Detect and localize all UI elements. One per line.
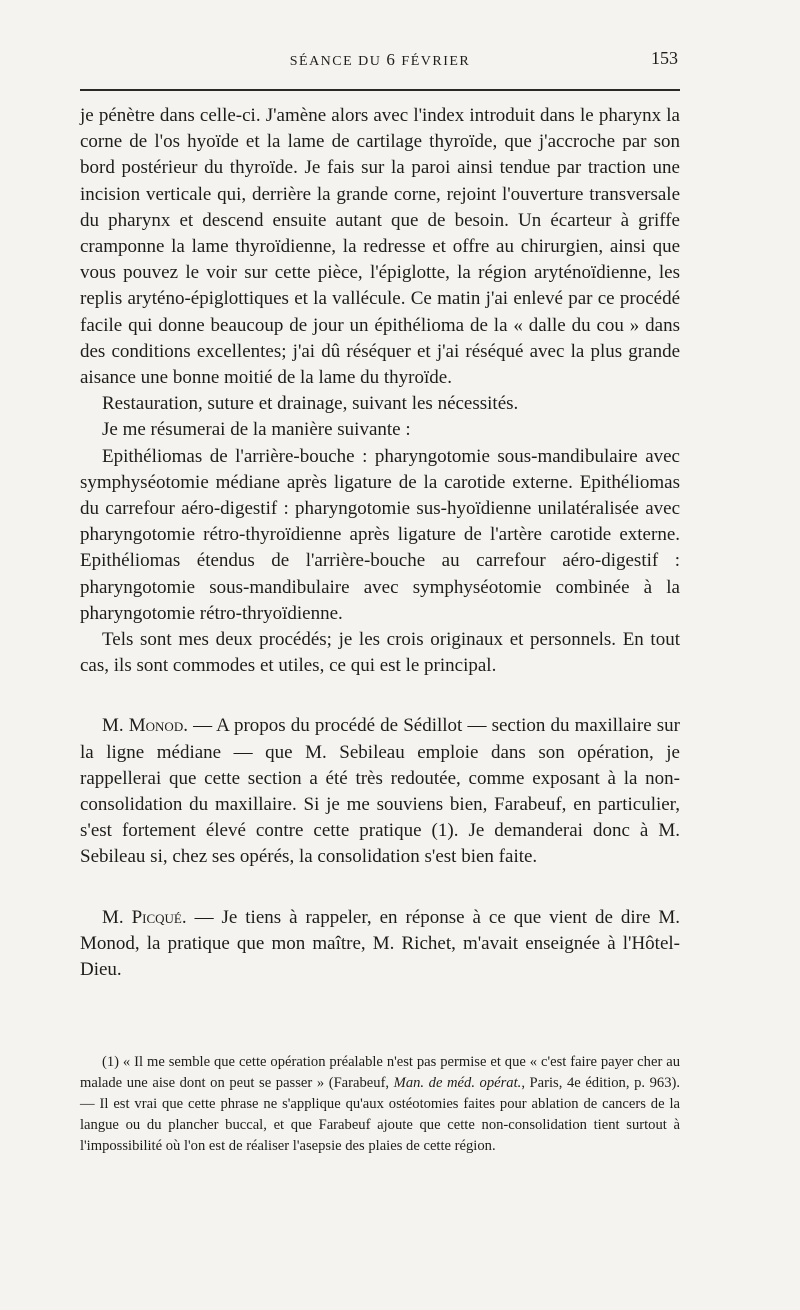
paragraph-monod xyxy=(80,713,680,870)
footnotes xyxy=(80,1052,680,1157)
page-number: 153 xyxy=(651,48,678,68)
footnote-reference: Man. de méd. opérat. xyxy=(393,1075,522,1091)
footnote-1 xyxy=(80,1052,680,1157)
monod-text: — A propos du procédé de Sédillot — section du maxillaire sur la ligne médiane — que M. Sebileau emploie dans son opération, je rappellerai que cette section a été très redoutée, comme exposant à la non-consolidation du maxillaire. Si je me souviens bien, Farabeuf, en particulier, s'est fortement élevé contre cette pratique (1). Je demanderai donc à M. Sebileau si, chez ses opérés, la consolidation s'est bien faite. xyxy=(80,715,680,868)
header-title xyxy=(80,50,680,70)
paragraph-resume-intro: Je me résumerai de la manière suivante : xyxy=(102,419,411,441)
paragraph-summary: Epithéliomas de l'arrière-bouche : pharyngotomie sous-mandibulaire avec symphyséotomie médiane après ligature de la carotide externe. Epithéliomas du carrefour aéro-digestif : pharyngotomie sus-hyoïdienne unilatéralisée avec pharyngotomie rétro-thyroïdienne après ligature de l'artère carotide externe. Epithéliomas étendus de l'arrière-bouche au carrefour aéro-digestif : pharyngotomie sous-mandibulaire avec symphyséotomie combinée à la pharyngotomie rétro-thryoïdienne. xyxy=(80,445,680,624)
header-title-post: FÉVRIER xyxy=(396,54,471,69)
paragraph-picque xyxy=(80,905,680,984)
header-rule xyxy=(80,89,680,91)
header-title-day: 6 xyxy=(386,50,397,69)
main-text xyxy=(80,103,680,983)
speaker-picque: M. Picqué. xyxy=(102,906,187,928)
paragraph-conclusion: Tels sont mes deux procédés; je les crois originaux et personnels. En tout cas, ils sont commodes et utiles, ce qui est le principal. xyxy=(80,629,680,677)
speaker-monod: M. Monod. xyxy=(102,715,188,737)
footnote-part2: , Paris, 4e édition, p. 963). — Il est vrai que cette phrase ne s'applique qu'aux ostéotomies faites pour ablation de cancers de la langue ou du plancher buccal, et que Farabeuf ajoute que cette non-consolidation tient surtout à l'impossibilité où l'on est de réaliser l'asepsie des plaies de cette région. xyxy=(80,1075,680,1154)
running-header xyxy=(80,50,680,76)
picque-text: — Je tiens à rappeler, en réponse à ce que vient de dire M. Monod, la pratique que mon maître, M. Richet, m'avait enseignée à l'Hôtel-Dieu. xyxy=(80,906,680,981)
footnote-part1: (1) « Il me semble que cette opération préalable n'est pas permise et que « c'est faire payer cher au malade une aise dont on peut se passer » (Farabeuf, xyxy=(80,1054,680,1091)
header-title-pre: SÉANCE DU xyxy=(289,54,387,69)
paragraph-restauration: Restauration, suture et drainage, suivant les nécessités. xyxy=(102,393,519,415)
paragraph-continuation: je pénètre dans celle-ci. J'amène alors avec l'index introduit dans le pharynx la corne de l'os hyoïde et la lame de cartilage thyroïde, que j'accroche par son bord postérieur du thyroïde. Je fais sur la paroi ainsi tendue par traction une incision verticale qui, derrière la grande corne, rejoint l'ouverture transversale du pharynx et descend ensuite autant que de besoin. Un écarteur à griffe cramponne la lame thyroïdienne, la redresse et offre au chirurgien, ainsi que vous pouvez le voir sur cette pièce, l'épiglotte, la région aryténoïdienne, les replis aryténo-épiglottiques et la vallécule. Ce matin j'ai enlevé par ce procédé facile qui donne beaucoup de jour un épithélioma de la « dalle du cou » dans des conditions excellentes; j'ai dû réséquer et j'ai réséqué avec la plus grande aisance une bonne moitié de la lame du thyroïde. xyxy=(80,105,680,389)
